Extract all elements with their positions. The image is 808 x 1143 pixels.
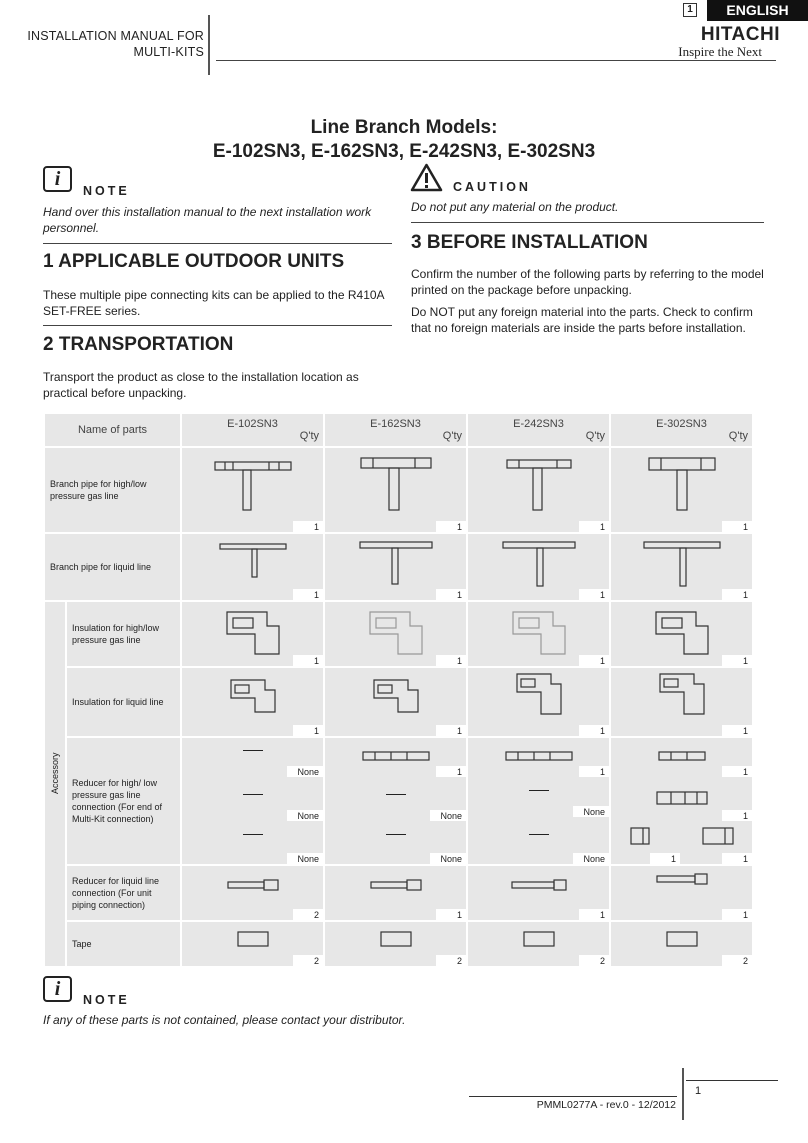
qty-value: None [430, 810, 466, 821]
reducer-gas-image [655, 790, 709, 806]
title-line2: E-102SN3, E-162SN3, E-242SN3, E-302SN3 [212, 141, 596, 162]
part-cell [181, 737, 324, 865]
model-header [610, 413, 753, 447]
part-cell [467, 601, 610, 667]
insulation-gas-image [366, 608, 426, 656]
empty-mark [243, 794, 263, 795]
part-cell [324, 865, 467, 921]
reducer-gas-image [701, 826, 735, 846]
footer-rule [469, 1096, 677, 1097]
qty-value: None [573, 853, 609, 864]
note-text: If any of these parts is not contained, please contact your distributor. [43, 1013, 406, 1027]
qty-value: 1 [722, 725, 752, 736]
branch-pipe-gas-image [213, 456, 293, 512]
section3-rule [411, 222, 764, 223]
table-row [44, 921, 753, 967]
branch-pipe-gas-image [647, 452, 717, 512]
section3-para2: Do NOT put any foreign material into the parts. Check to confirm that no foreign materials are inside the parts before installation. [411, 305, 753, 335]
part-cell [610, 447, 753, 533]
warning-icon [410, 163, 443, 197]
caution-text: Do not put any material on the product. [411, 200, 619, 214]
qty-value: 1 [722, 521, 752, 532]
part-cell [467, 667, 610, 737]
qty-value: 1 [579, 909, 609, 920]
branch-pipe-gas-image [359, 452, 433, 512]
branch-pipe-liquid-image [501, 538, 577, 590]
branch-pipe-liquid-image [358, 538, 434, 588]
note-label: NOTE [83, 993, 130, 1007]
part-name: Branch pipe for high/low pressure gas line [44, 447, 181, 533]
tape-image [522, 930, 556, 948]
qty-value: 1 [579, 589, 609, 600]
qty-value: 1 [722, 909, 752, 920]
part-cell [324, 601, 467, 667]
empty-mark [243, 834, 263, 835]
part-cell [324, 921, 467, 967]
reducer-liquid-image [226, 878, 280, 892]
insulation-liquid-image [513, 670, 565, 718]
empty-mark [243, 750, 263, 751]
section3-heading: 3 BEFORE INSTALLATION [411, 232, 648, 253]
part-name: Branch pipe for liquid line [44, 533, 181, 601]
part-cell [181, 865, 324, 921]
reducer-gas-image [361, 750, 431, 762]
table-row [44, 865, 753, 921]
section3-para1: Confirm the number of the following parts by referring to the model printed on the package before unpacking. [411, 267, 764, 297]
model-header [467, 413, 610, 447]
part-cell [467, 533, 610, 601]
qty-value: 1 [436, 521, 466, 532]
header-divider [208, 15, 210, 75]
name-of-parts-header: Name of parts [44, 413, 181, 447]
part-cell [467, 921, 610, 967]
qty-value: 1 [293, 725, 323, 736]
part-cell [467, 447, 610, 533]
table-row [44, 533, 753, 601]
qty-value: 1 [293, 521, 323, 532]
qty-value: 1 [579, 725, 609, 736]
tape-image [379, 930, 413, 948]
qty-value: 1 [436, 589, 466, 600]
part-cell [181, 533, 324, 601]
tape-image [236, 930, 270, 948]
branch-pipe-liquid-image [642, 538, 722, 590]
qty-header: Q'ty [585, 430, 605, 442]
header-rule [216, 60, 776, 61]
part-cell [324, 533, 467, 601]
qty-value: 1 [722, 853, 752, 864]
manual-title [0, 28, 204, 60]
qty-value: 1 [293, 589, 323, 600]
qty-value: 2 [293, 955, 323, 966]
section1-heading: 1 APPLICABLE OUTDOOR UNITS [43, 251, 345, 272]
qty-value: None [573, 806, 609, 817]
accessory-text: Accessory [50, 752, 60, 794]
table-row [44, 447, 753, 533]
part-name: Reducer for high/ low pressure gas line connection (For end of Multi-Kit connection) [66, 737, 181, 865]
model-header [181, 413, 324, 447]
qty-value: None [287, 810, 323, 821]
page-number-box: 1 [683, 3, 697, 17]
tape-image [665, 930, 699, 948]
qty-value: 1 [722, 766, 752, 777]
model-header [324, 413, 467, 447]
qty-value: 2 [436, 955, 466, 966]
part-name: Reducer for liquid line connection (For unit piping connection) [66, 865, 181, 921]
qty-value: 1 [579, 655, 609, 666]
qty-header: Q'ty [728, 430, 748, 442]
reducer-gas-image [504, 750, 574, 762]
info-icon: i [43, 166, 72, 192]
manual-title-line1: INSTALLATION MANUAL FOR [27, 29, 204, 43]
table-header-row [44, 413, 753, 447]
brand-tagline: Inspire the Next [678, 44, 762, 59]
section2-heading: 2 TRANSPORTATION [43, 334, 234, 355]
model-name: E-242SN3 [513, 418, 564, 430]
insulation-liquid-image [227, 676, 279, 716]
reducer-liquid-image [369, 878, 423, 892]
info-icon: i [43, 976, 72, 1002]
page-number: 1 [695, 1085, 702, 1097]
part-cell [324, 667, 467, 737]
part-cell [610, 737, 753, 865]
part-cell [181, 921, 324, 967]
part-cell [467, 737, 610, 865]
branch-pipe-liquid-image [218, 540, 288, 580]
accessory-label [44, 601, 66, 967]
insulation-gas-image [509, 608, 569, 656]
qty-value: 1 [722, 810, 752, 821]
caution-label: CAUTION [453, 180, 531, 194]
manual-title-line2: MULTI-KITS [133, 45, 204, 59]
qty-value: 1 [436, 909, 466, 920]
footer-rule [686, 1080, 778, 1081]
section1-text: These multiple pipe connecting kits can be applied to the R410A SET-FREE series. [43, 288, 384, 318]
qty-value: 1 [650, 853, 680, 864]
qty-value: 1 [722, 589, 752, 600]
table-row [44, 737, 753, 865]
model-name: E-102SN3 [227, 418, 278, 430]
qty-value: 1 [579, 766, 609, 777]
reducer-liquid-image [655, 872, 709, 886]
insulation-liquid-image [370, 676, 422, 716]
qty-value: 1 [293, 655, 323, 666]
qty-value: 1 [436, 766, 466, 777]
table-row [44, 601, 753, 667]
part-cell [610, 533, 753, 601]
qty-value: 2 [579, 955, 609, 966]
part-cell [610, 667, 753, 737]
qty-value: None [430, 853, 466, 864]
qty-value: 2 [293, 909, 323, 920]
document-reference: PMML0277A - rev.0 - 12/2012 [536, 1099, 676, 1111]
insulation-gas-image [223, 608, 283, 656]
qty-value: None [287, 766, 323, 777]
reducer-gas-image [629, 826, 651, 846]
note-label: NOTE [83, 184, 130, 198]
qty-value: 1 [722, 655, 752, 666]
title-line1: Line Branch Models: [310, 117, 498, 138]
brand-logo: HITACHI [700, 24, 780, 45]
table-row [44, 667, 753, 737]
part-cell [610, 865, 753, 921]
footer-divider [682, 1068, 684, 1120]
part-cell [181, 667, 324, 737]
qty-header: Q'ty [442, 430, 462, 442]
part-name: Insulation for high/low pressure gas line [66, 601, 181, 667]
part-name: Tape [66, 921, 181, 967]
qty-header: Q'ty [299, 430, 319, 442]
model-name: E-302SN3 [656, 418, 707, 430]
section2-text: Transport the product as close to the installation location as practical before unpacking. [43, 370, 359, 400]
part-name: Insulation for liquid line [66, 667, 181, 737]
empty-mark [529, 790, 549, 791]
qty-value: 1 [579, 521, 609, 532]
part-cell [324, 737, 467, 865]
qty-value: 2 [722, 955, 752, 966]
part-cell [610, 921, 753, 967]
empty-mark [386, 794, 406, 795]
part-cell [181, 601, 324, 667]
reducer-gas-image [657, 750, 707, 762]
part-cell [467, 865, 610, 921]
note-text: Hand over this installation manual to the next installation work personnel. [43, 205, 372, 235]
qty-value: None [287, 853, 323, 864]
empty-mark [386, 834, 406, 835]
language-badge: ENGLISH [707, 0, 808, 21]
insulation-gas-image [652, 608, 712, 656]
section2-rule [43, 325, 392, 326]
model-name: E-162SN3 [370, 418, 421, 430]
reducer-liquid-image [510, 878, 568, 892]
document-title [0, 116, 808, 164]
insulation-liquid-image [656, 670, 708, 718]
branch-pipe-gas-image [505, 454, 573, 512]
part-cell [610, 601, 753, 667]
section1-rule [43, 243, 392, 244]
part-cell [181, 447, 324, 533]
empty-mark [529, 834, 549, 835]
qty-value: 1 [436, 725, 466, 736]
qty-value: 1 [436, 655, 466, 666]
parts-table [43, 412, 754, 968]
part-cell [324, 447, 467, 533]
